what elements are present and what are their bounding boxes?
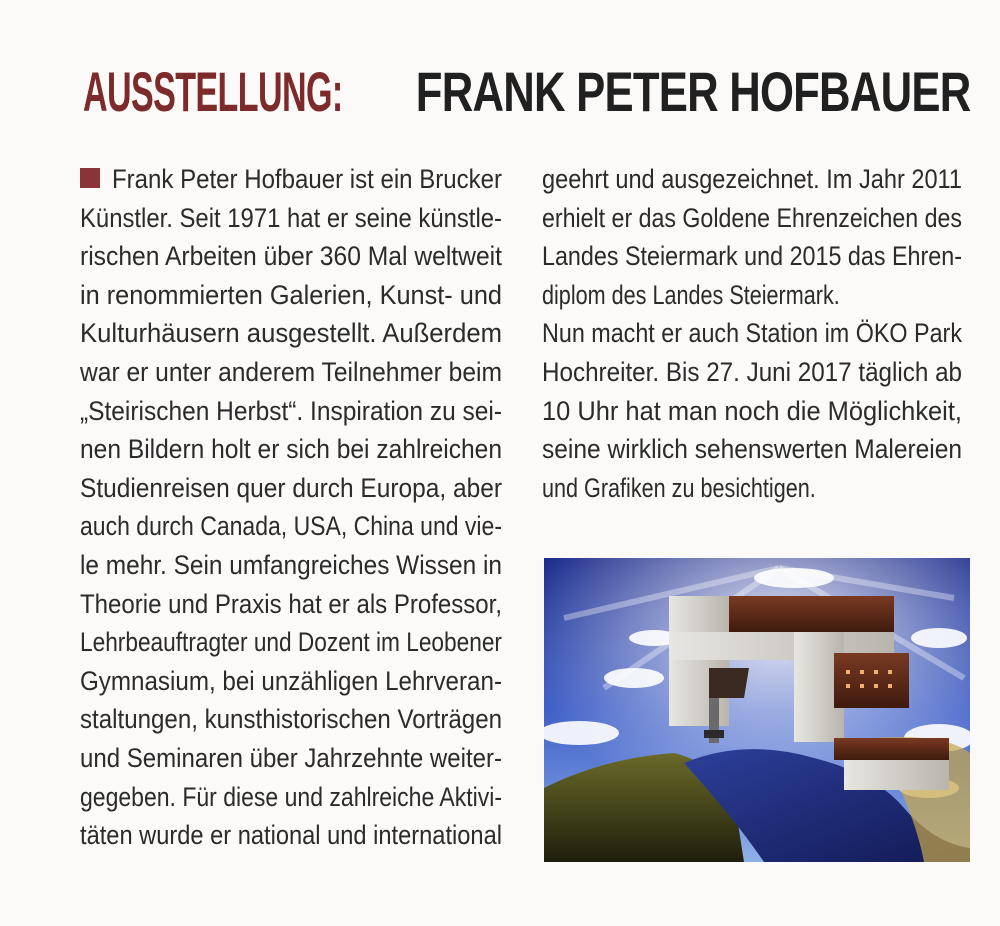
article-column-left xyxy=(80,160,505,855)
article-line-text: gegeben. Für diese und zahlreiche Aktivi- xyxy=(80,781,502,812)
article-line xyxy=(542,199,964,238)
article-line-text: war er unter anderem Teilnehmer beim xyxy=(80,356,502,387)
article-line xyxy=(80,585,505,624)
article-line-text: erhielt er das Goldene Ehrenzeichen des xyxy=(542,202,962,233)
article-line-text: Lehrbeauftragter und Dozent im Leobener xyxy=(80,627,502,658)
article-line-text: Theorie und Praxis hat er als Professor, xyxy=(80,588,503,619)
article-line-text: Gymnasium, bei unzähligen Lehrveran- xyxy=(80,665,503,696)
article-line-text: seine wirklich sehenswerten Malereien xyxy=(542,434,963,465)
article-line xyxy=(80,546,505,585)
article-line-text: staltungen, kunsthistorischen Vorträgen xyxy=(80,704,503,735)
article-line xyxy=(80,430,505,469)
article-line-text: und Grafiken zu besichtigen. xyxy=(542,472,816,503)
article-line xyxy=(80,237,505,276)
article-line-text: 10 Uhr hat man noch die Möglichkeit, xyxy=(542,395,962,426)
article-line-text: Hochreiter. Bis 27. Juni 2017 täglich ab xyxy=(542,356,963,387)
article-line xyxy=(80,739,505,778)
article-line-text: auch durch Canada, USA, China und vie- xyxy=(80,511,502,542)
article-line-text: „Steirischen Herbst“. Inspiration zu sei- xyxy=(80,395,503,426)
article-column-right xyxy=(542,160,964,507)
article-line xyxy=(80,507,505,546)
article-line-text: und Seminaren über Jahrzehnte weiter- xyxy=(80,742,503,773)
article-line xyxy=(80,160,505,199)
article-line-text: rischen Arbeiten über 360 Mal weltweit xyxy=(80,241,502,272)
headline-name: FRANK PETER HOFBAUER xyxy=(415,60,971,123)
article-line xyxy=(80,353,505,392)
article-line-text: diplom des Landes Steiermark. xyxy=(542,279,840,310)
article-line xyxy=(80,314,505,353)
article-line-text: in renommierten Galerien, Kunst- und xyxy=(80,279,503,310)
article-line-text: Kulturhäusern ausgestellt. Außerdem xyxy=(80,318,502,349)
article-line-text: nen Bildern holt er sich bei zahlreichen xyxy=(80,434,502,465)
article-line xyxy=(80,700,505,739)
article-line xyxy=(80,199,505,238)
article-line xyxy=(80,623,505,662)
artwork-sewing-machine-painting xyxy=(544,558,970,862)
paragraph-marker-icon xyxy=(80,168,100,188)
article-line-text: Frank Peter Hofbauer ist ein Brucker xyxy=(112,164,502,194)
article-line xyxy=(80,392,505,431)
article-line xyxy=(542,469,964,508)
headline xyxy=(83,52,983,132)
article-line xyxy=(542,353,964,392)
article-line-text: täten wurde er national und international xyxy=(80,820,502,851)
article-line-text: Nun macht er auch Station im ÖKO Park xyxy=(542,318,962,349)
article-line xyxy=(80,469,505,508)
article-line-text: Landes Steiermark und 2015 das Ehren- xyxy=(542,241,962,272)
article-line xyxy=(542,392,964,431)
article-line xyxy=(542,160,964,199)
article-line-text: geehrt und ausgezeichnet. Im Jahr 2011 xyxy=(542,164,963,194)
article-line xyxy=(80,816,505,855)
article-line-text: le mehr. Sein umfangreiches Wissen in xyxy=(80,549,503,580)
headline-kicker: AUSSTELLUNG: xyxy=(83,60,343,123)
article-line xyxy=(542,430,964,469)
article-line xyxy=(542,314,964,353)
article-line xyxy=(542,276,964,315)
article-line-text: Künstler. Seit 1971 hat er seine künstle- xyxy=(80,202,502,233)
article-line xyxy=(80,662,505,701)
article-line-text: Studienreisen quer durch Europa, aber xyxy=(80,472,502,503)
article-line xyxy=(80,778,505,817)
article-line xyxy=(80,276,505,315)
article-line xyxy=(542,237,964,276)
